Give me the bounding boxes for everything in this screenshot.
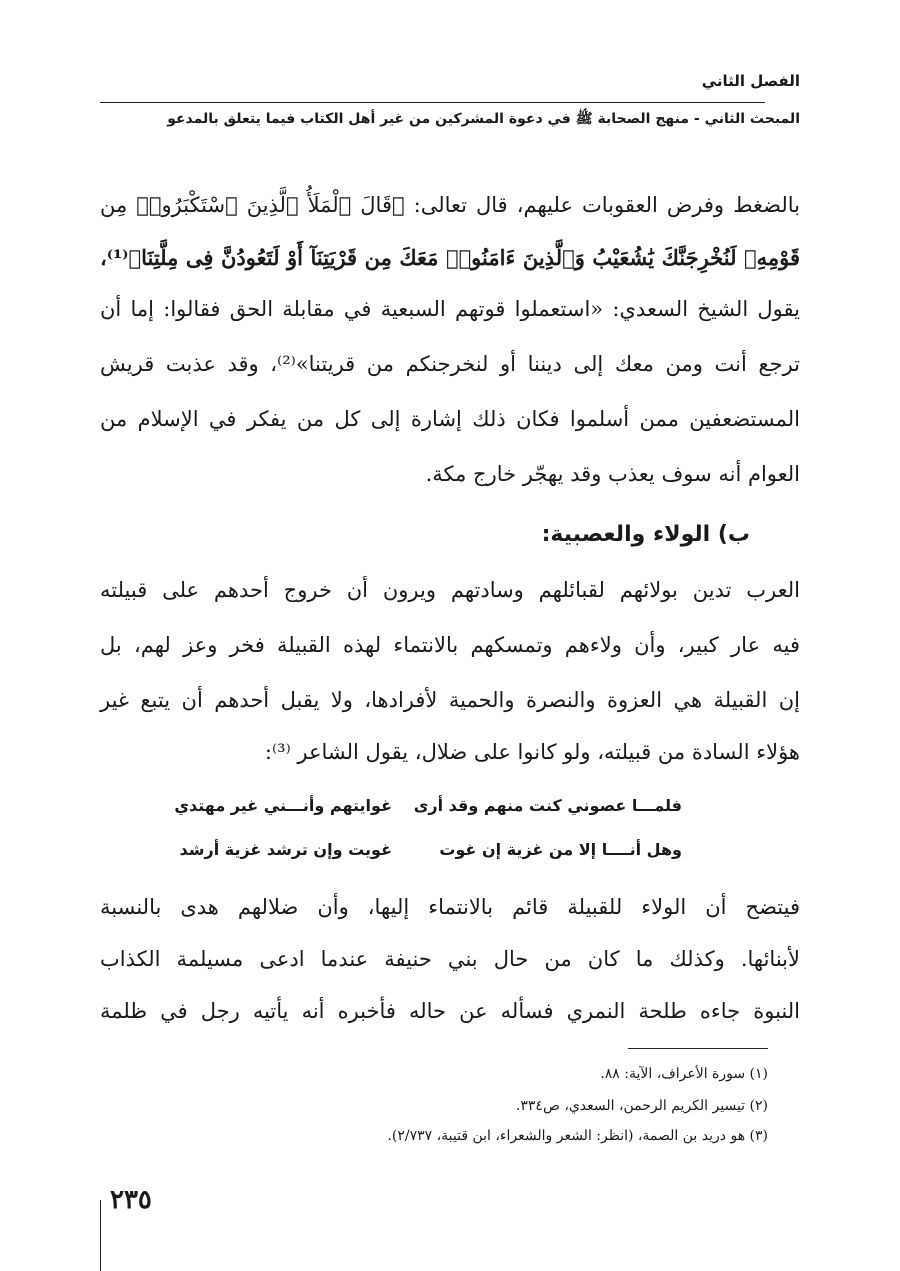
para2-line-4: هؤلاء السادة من قبيلته، ولو كانوا على ضلال، يقول الشاعر ⁽³⁾: xyxy=(264,740,800,764)
body-line-5: المستضعفين ممن أسلموا فكان ذلك إشارة إلى كل من يفكر في الإسلام من xyxy=(100,407,800,431)
poem-verse-2-second: غويت وإن ترشد غزية أرشد xyxy=(179,840,392,859)
footnote-3: (٣) هو دريد بن الصمة، (انظر: الشعر والشعراء، ابن قتيبة، ٢/٧٣٧). xyxy=(387,1128,768,1144)
header-rule xyxy=(100,102,765,103)
body-line-3: يقول الشيخ السعدي: «استعملوا قوتهم السبعية في مقابلة الحق فقالوا: إما أن xyxy=(100,297,800,321)
subsection-heading: ب) الولاء والعصبية: xyxy=(541,522,750,547)
body-line-2: قَوْمِهِۦ لَنُخْرِجَنَّكَ يَٰشُعَيْبُ وَٱلَّذِينَ ءَامَنُوا۟ مَعَكَ مِن قَرْيَتِنَآ أَوْ لَتَعُودُنَّ فِى مِلَّتِنَا﴾⁽¹⁾، xyxy=(100,245,800,270)
chapter-title: الفصل الثاني xyxy=(701,72,800,90)
para2-line-3: إن القبيلة هي العزوة والنصرة والحمية لأفرادها، ولا يقبل أحدهم أن يتبع غير xyxy=(100,688,800,712)
margin-rule xyxy=(100,1200,101,1271)
para3-line-2: لأبنائها. وكذلك ما كان من حال بني حنيفة عندما ادعى مسيلمة الكذاب xyxy=(100,947,800,971)
para2-line-2: فيه عار كبير، وأن ولاءهم وتمسكهم بالانتماء لهذه القبيلة فخر وعز لهم، بل xyxy=(100,633,800,657)
para3-line-1: فيتضح أن الولاء للقبيلة قائم بالانتماء إليها، وأن ضلالهم هدى بالنسبة xyxy=(100,895,800,919)
body-line-6: العوام أنه سوف يعذب وقد يهجّر خارج مكة. xyxy=(425,462,800,486)
body-line-4: ترجع أنت ومن معك إلى ديننا أو لنخرجنكم من قريتنا»⁽²⁾، وقد عذبت قريش xyxy=(100,352,800,376)
footnote-2: (٢) تيسير الكريم الرحمن، السعدي، ص٣٣٤. xyxy=(515,1098,768,1114)
poem-verse-1-second: غوايتهم وأنـــني غير مهتدي xyxy=(174,796,392,815)
footnote-1: (١) سورة الأعراف، الآية: ٨٨. xyxy=(600,1066,768,1082)
poem-verse-2-first: وهل أنــــا إلا من غزية إن غوت xyxy=(439,840,682,859)
section-title: المبحث الثاني - منهج الصحابة ﷺ في دعوة المشركين من غير أهل الكتاب فيما يتعلق بالمدعو xyxy=(167,111,800,127)
body-line-1: بالضغط وفرض العقوبات عليهم، قال تعالى: ﴿قَالَ ٱلْمَلَأُ ٱلَّذِينَ ٱسْتَكْبَرُوا۟ مِن xyxy=(100,193,800,217)
para3-line-3: النبوة جاءه طلحة النمري فسأله عن حاله فأخبره أنه يأتيه رجل في ظلمة xyxy=(100,999,800,1023)
page-number: ٢٣٥ xyxy=(110,1185,152,1215)
poem-verse-1-first: فلمـــا عصوني كنت منهم وقد أرى xyxy=(413,796,682,815)
footnote-rule xyxy=(628,1048,768,1049)
para2-line-1: العرب تدين بولائهم لقبائلهم وسادتهم ويرون أن خروج أحدهم على قبيلته xyxy=(100,578,800,602)
